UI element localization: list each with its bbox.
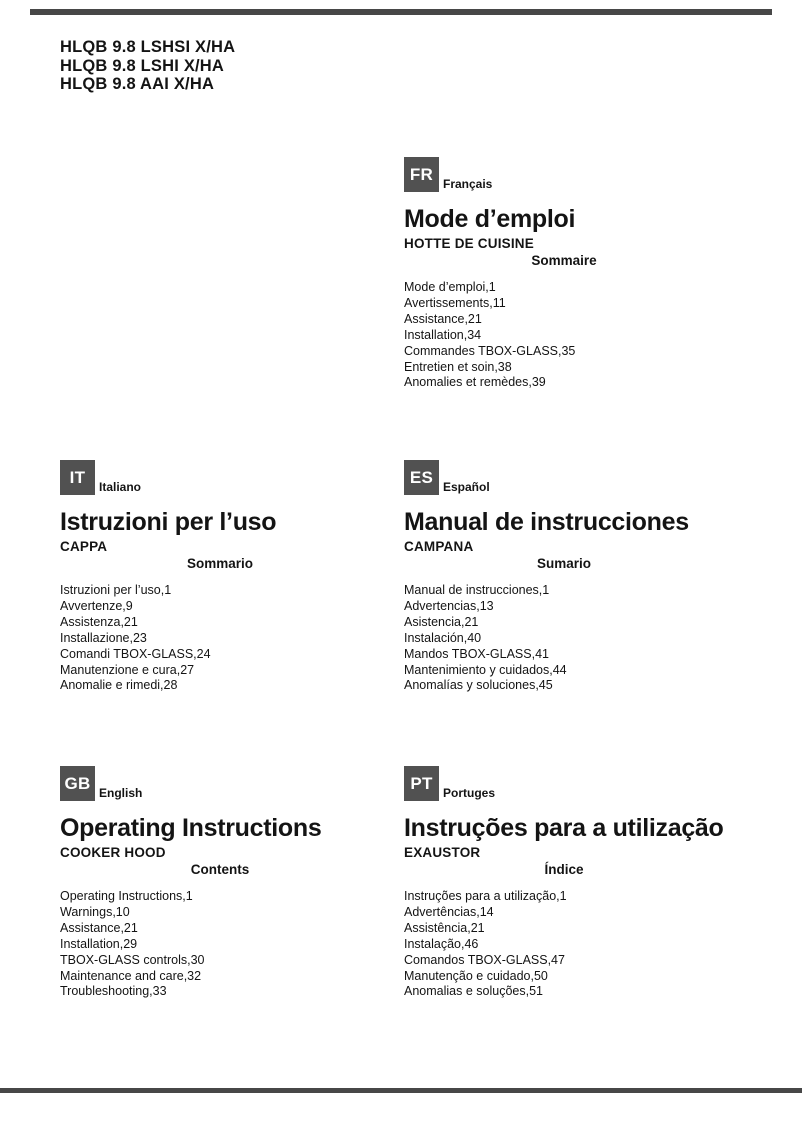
language-section-fr xyxy=(404,157,749,457)
toc-entry: Instruções para a utilização,1 xyxy=(404,889,567,903)
toc-entry: Commandes TBOX-GLASS,35 xyxy=(404,343,576,358)
toc-entry: Assistenza,21 xyxy=(60,614,138,629)
toc-entry: Installazione,23 xyxy=(60,630,147,645)
toc-entry: Assistance,21 xyxy=(404,311,482,326)
toc-entry: Istruzioni per l’uso,1 xyxy=(60,583,172,597)
toc-entry: Instalação,46 xyxy=(404,936,479,951)
product-type: CAMPANA xyxy=(404,539,474,554)
language-code: GB xyxy=(64,773,91,793)
model-number-list xyxy=(60,38,235,94)
language-code: IT xyxy=(69,467,86,487)
toc-entry: Manual de instrucciones,1 xyxy=(404,583,550,597)
section-title: Manual de instrucciones xyxy=(404,508,689,536)
toc-heading: Sommario xyxy=(186,556,254,571)
product-type: COOKER HOOD xyxy=(60,845,166,860)
toc-list xyxy=(60,889,205,1000)
language-badge xyxy=(404,766,439,801)
language-code: ES xyxy=(409,467,434,487)
toc-entry: Warnings,10 xyxy=(60,904,130,919)
toc-list xyxy=(404,889,567,1000)
section-title: Istruzioni per l’uso xyxy=(60,508,277,536)
language-badge xyxy=(60,766,95,801)
toc-list xyxy=(404,583,567,694)
toc-entry: TBOX-GLASS controls,30 xyxy=(60,952,205,967)
language-badge xyxy=(404,460,439,495)
toc-entry: Mode d’emploi,1 xyxy=(404,280,496,294)
toc-entry: Mantenimiento y cuidados,44 xyxy=(404,662,567,677)
toc-entry: Maintenance and care,32 xyxy=(60,968,202,983)
product-type: HOTTE DE CUISINE xyxy=(404,236,534,251)
language-badge xyxy=(404,157,439,192)
model-number: HLQB 9.8 LSHI X/HA xyxy=(60,56,225,75)
toc-entry: Operating Instructions,1 xyxy=(60,889,193,903)
toc-entry: Comandos TBOX-GLASS,47 xyxy=(404,952,565,967)
bottom-rule xyxy=(0,1088,802,1093)
language-code: FR xyxy=(409,164,434,184)
toc-heading: Sommaire xyxy=(531,253,597,268)
language-section-es xyxy=(404,460,749,760)
toc-entry: Anomalías y soluciones,45 xyxy=(404,678,553,693)
section-title: Mode d’emploi xyxy=(404,205,576,233)
language-name: English xyxy=(99,786,143,800)
section-title: Instruções para a utilização xyxy=(404,814,724,842)
toc-entry: Asistencia,21 xyxy=(404,614,479,629)
toc-entry: Manutenção e cuidado,50 xyxy=(404,968,548,983)
toc-entry: Avvertenze,9 xyxy=(60,598,133,613)
language-section-it xyxy=(60,460,405,760)
toc-entry: Assistência,21 xyxy=(404,920,485,935)
toc-heading: Sumario xyxy=(536,556,591,571)
toc-entry: Anomalias e soluções,51 xyxy=(404,984,543,999)
toc-list xyxy=(404,280,575,391)
language-name: Français xyxy=(443,177,493,191)
toc-entry: Installation,34 xyxy=(404,327,482,342)
toc-entry: Manutenzione e cura,27 xyxy=(60,662,195,677)
language-section-gb xyxy=(60,766,405,1066)
toc-entry: Instalación,40 xyxy=(404,630,482,645)
language-name: Italiano xyxy=(99,480,142,494)
toc-entry: Anomalies et remèdes,39 xyxy=(404,375,546,390)
toc-heading: Índice xyxy=(544,862,584,877)
model-number: HLQB 9.8 AAI X/HA xyxy=(60,75,215,93)
product-type: CAPPA xyxy=(60,539,108,554)
toc-entry: Installation,29 xyxy=(60,936,138,951)
toc-entry: Advertencias,13 xyxy=(404,598,494,613)
toc-entry: Comandi TBOX-GLASS,24 xyxy=(60,646,211,661)
product-type: EXAUSTOR xyxy=(404,845,481,860)
section-title: Operating Instructions xyxy=(60,814,322,842)
language-name: Español xyxy=(443,480,490,494)
toc-entry: Troubleshooting,33 xyxy=(60,984,167,999)
language-section-pt xyxy=(404,766,749,1066)
toc-entry: Advertências,14 xyxy=(404,904,494,919)
language-name: Portuges xyxy=(443,786,496,800)
toc-list xyxy=(60,583,211,694)
toc-entry: Anomalie e rimedi,28 xyxy=(60,678,178,693)
model-number: HLQB 9.8 LSHSI X/HA xyxy=(60,38,236,56)
toc-entry: Entretien et soin,38 xyxy=(404,359,512,374)
toc-heading: Contents xyxy=(190,862,250,877)
language-badge xyxy=(60,460,95,495)
toc-entry: Mandos TBOX-GLASS,41 xyxy=(404,646,549,661)
toc-entry: Assistance,21 xyxy=(60,920,138,935)
toc-entry: Avertissements,11 xyxy=(404,295,506,310)
language-code: PT xyxy=(410,773,433,793)
top-rule xyxy=(30,9,772,15)
